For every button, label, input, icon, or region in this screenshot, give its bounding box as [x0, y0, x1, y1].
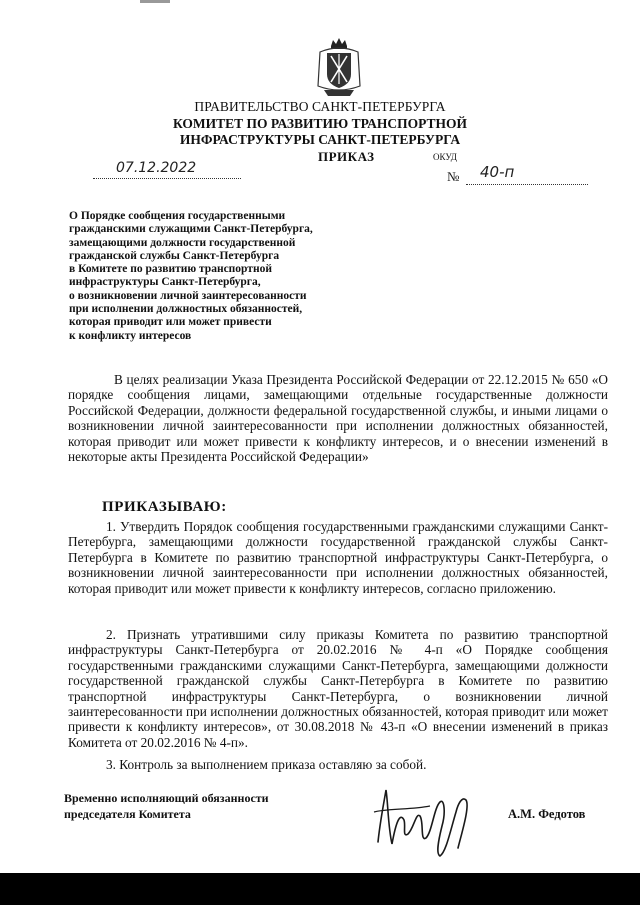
order-date: 07.12.2022	[116, 160, 197, 176]
subject-line: в Комитете по развитию транспортной	[69, 263, 272, 276]
subject-line: О Порядке сообщения государственными	[69, 210, 286, 222]
coat-of-arms-icon	[316, 36, 362, 98]
signatory-position	[64, 790, 269, 822]
signatory-position-line2: председателя Комитета	[64, 807, 191, 821]
order-subject	[69, 210, 349, 343]
subject-line: которая приводит или может привести	[69, 316, 272, 329]
handwritten-signature	[370, 782, 480, 862]
order-item-3: 3. Контроль за выполнением приказа оставляю за собой.	[106, 757, 427, 772]
order-item-1: 1. Утвердить Порядок сообщения государственными гражданскими служащими Санкт-Петербурга, замещающими должности государственной гражданской службы Санкт-Петербурга в Комитете по развитию транспортной инфраструктуры Санкт-Петербурга, о возникновении личной заинтересованности при исполнении должностных обязанностей, которая приводит или может привести к конфликту интересов, согласно приложению.	[68, 519, 608, 596]
signatory-name: А.М. Федотов	[508, 807, 586, 821]
order-title: ПРИКАЗ	[318, 149, 375, 164]
scan-mark	[140, 0, 170, 3]
okud-label: ОКУД	[433, 152, 457, 162]
number-sign: №	[447, 169, 460, 184]
order-directive-heading: ПРИКАЗЫВАЮ:	[102, 499, 227, 515]
preamble-paragraph: В целях реализации Указа Президента Российской Федерации от 22.12.2015 № 650 «О порядке сообщения лицами, замещающими отдельные государственные должности Российской Федерации, должности федеральной государственной службы, и иными лицами о возникновении личной заинтересованности при исполнении должностных обязанностей, которая приводит или может привести к конфликту интересов, и о внесении изменений в некоторые акты Президента Российской Федерации»	[68, 372, 608, 465]
subject-line: при исполнении должностных обязанностей,	[69, 303, 303, 316]
subject-line: к конфликту интересов	[69, 329, 192, 342]
date-underline	[93, 178, 241, 179]
scan-bottom-border	[0, 873, 640, 905]
subject-line: о возникновении личной заинтересованности	[69, 289, 307, 302]
subject-line: инфраструктуры Санкт-Петербурга,	[69, 276, 261, 289]
order-item-2: 2. Признать утратившими силу приказы Комитета по развитию транспортной инфраструктуры Санкт-Петербурга от 20.02.2016 № 4-п «О Порядке сообщения государственными гражданскими служащими Санкт-Петербурга, замещающими должности государственной гражданской службы Санкт-Петербурга в Комитете по развитию транспортной инфраструктуры Санкт-Петербурга, о возникновении личной заинтересованности при исполнении должностных обязанностей, которая приводит или может привести к конфликту интересов», от 30.08.2018 № 43-п «О внесении изменений в приказ Комитета от 20.02.2016 № 4-п».	[68, 627, 608, 750]
government-name: ПРАВИТЕЛЬСТВО САНКТ-ПЕТЕРБУРГА	[194, 99, 446, 114]
subject-line: замещающими должности государственной	[69, 236, 296, 249]
number-underline	[466, 184, 588, 185]
order-number: 40-п	[480, 163, 515, 181]
committee-name-line2: ИНФРАСТРУКТУРЫ САНКТ-ПЕТЕРБУРГА	[179, 132, 461, 147]
committee-name	[0, 116, 640, 148]
subject-line: гражданскими служащими Санкт-Петербурга,	[69, 223, 313, 236]
signatory-position-line1: Временно исполняющий обязанности	[64, 791, 269, 805]
committee-name-line1: КОМИТЕТ ПО РАЗВИТИЮ ТРАНСПОРТНОЙ	[172, 116, 468, 131]
subject-line: гражданской службы Санкт-Петербурга	[69, 249, 280, 262]
